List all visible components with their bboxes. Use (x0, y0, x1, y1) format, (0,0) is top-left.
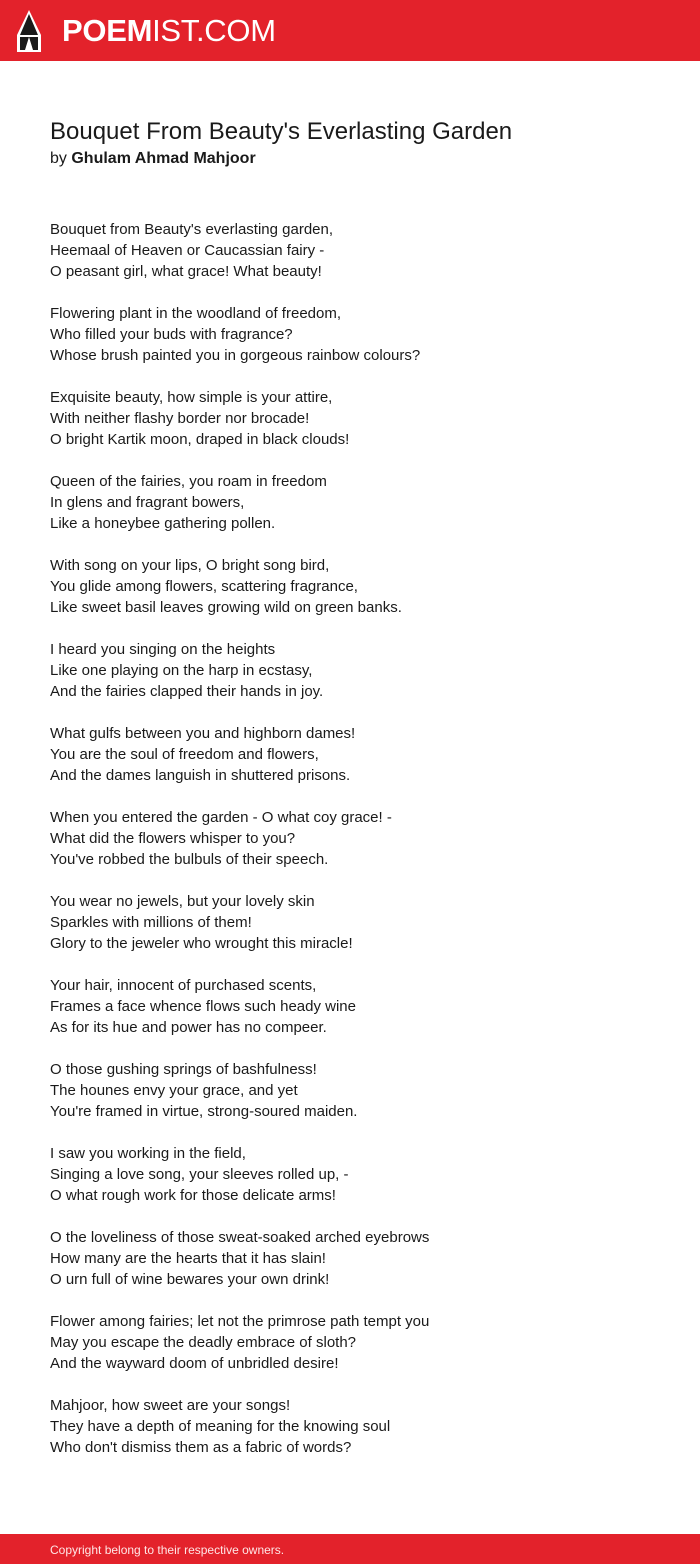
poem-line: Whose brush painted you in gorgeous rainbow colours? (50, 347, 421, 364)
poem-line: With song on your lips, O bright song bird, (50, 557, 330, 574)
poem-stanza (50, 1227, 670, 1290)
poem-line: I saw you working in the field, (50, 1145, 246, 1162)
poem-line: O those gushing springs of bashfulness! (50, 1061, 317, 1078)
poem-line: Exquisite beauty, how simple is your attire, (50, 389, 333, 406)
poem-line: What gulfs between you and highborn dames! (50, 725, 356, 742)
poem-stanza (50, 1395, 670, 1458)
poem-line: You're framed in virtue, strong-soured maiden. (50, 1103, 358, 1120)
poem-line: They have a depth of meaning for the knowing soul (50, 1418, 391, 1435)
poem-line: O what rough work for those delicate arms! (50, 1187, 336, 1204)
logo-light-text: IST.COM (152, 13, 276, 48)
poem-stanza (50, 1059, 670, 1122)
poem-line: O peasant girl, what grace! What beauty! (50, 263, 322, 280)
pencil-icon (16, 8, 42, 54)
poem-line: Frames a face whence flows such heady wine (50, 998, 356, 1015)
poem-line: I heard you singing on the heights (50, 641, 276, 658)
poem-line: Flower among fairies; let not the primrose path tempt you (50, 1313, 430, 1330)
poem-line: Glory to the jeweler who wrought this miracle! (50, 935, 353, 952)
poem-line: Queen of the fairies, you roam in freedom (50, 473, 327, 490)
poem-line: O urn full of wine bewares your own drink! (50, 1271, 330, 1288)
poem-line: And the wayward doom of unbridled desire! (50, 1355, 339, 1372)
poem-line: May you escape the deadly embrace of sloth? (50, 1334, 357, 1351)
poem-stanza (50, 555, 670, 618)
poem-line: In glens and fragrant bowers, (50, 494, 245, 511)
poem-stanza (50, 723, 670, 786)
poem-stanza (50, 219, 670, 282)
poem-line: With neither flashy border nor brocade! (50, 410, 310, 427)
poem-line: How many are the hearts that it has slain! (50, 1250, 326, 1267)
poem-stanza (50, 639, 670, 702)
poem-line: Like sweet basil leaves growing wild on green banks. (50, 599, 402, 616)
poem-body (50, 219, 670, 1479)
poem-line: Flowering plant in the woodland of freedom, (50, 305, 342, 322)
poem-line: Who don't dismiss them as a fabric of words? (50, 1439, 352, 1456)
poem-stanza (50, 1143, 670, 1206)
poem-line: O bright Kartik moon, draped in black clouds! (50, 431, 350, 448)
site-footer (0, 1534, 700, 1564)
poem-line: And the fairies clapped their hands in joy. (50, 683, 324, 700)
poem-line: When you entered the garden - O what coy grace! - (50, 809, 392, 826)
by-label: by (50, 150, 67, 167)
poem-stanza (50, 807, 670, 870)
poem-line: What did the flowers whisper to you? (50, 830, 296, 847)
site-logo-text (62, 8, 276, 54)
logo-bold-text: POEM (62, 13, 153, 48)
poem-line: Your hair, innocent of purchased scents, (50, 977, 317, 994)
poem-stanza (50, 387, 670, 450)
poem-line: Heemaal of Heaven or Caucassian fairy - (50, 242, 325, 259)
poem-stanza (50, 303, 670, 366)
author-link[interactable]: Ghulam Ahmad Mahjoor (71, 150, 256, 167)
poem-stanza (50, 891, 670, 954)
poem-line: Who filled your buds with fragrance? (50, 326, 293, 343)
poem-line: The hounes envy your grace, and yet (50, 1082, 298, 1099)
poem-line: Sparkles with millions of them! (50, 914, 252, 931)
poem-title: Bouquet From Beauty's Everlasting Garden (50, 118, 513, 145)
poem-line: You glide among flowers, scattering fragrance, (50, 578, 358, 595)
poem-line: Like a honeybee gathering pollen. (50, 515, 276, 532)
poem-line: You wear no jewels, but your lovely skin (50, 893, 315, 910)
site-logo-link[interactable] (16, 8, 276, 54)
poem-line: And the dames languish in shuttered prisons. (50, 767, 351, 784)
poem-stanza (50, 975, 670, 1038)
poem-line: O the loveliness of those sweat-soaked arched eyebrows (50, 1229, 430, 1246)
poem-line: As for its hue and power has no compeer. (50, 1019, 327, 1036)
poem-line: Like one playing on the harp in ecstasy, (50, 662, 313, 679)
copyright-text: Copyright belong to their respective owners. (50, 1543, 285, 1557)
poem-line: You've robbed the bulbuls of their speech. (50, 851, 329, 868)
poem-stanza (50, 471, 670, 534)
site-header (0, 0, 700, 61)
poem-line: Bouquet from Beauty's everlasting garden, (50, 221, 334, 238)
poem-line: You are the soul of freedom and flowers, (50, 746, 319, 763)
poem-stanza (50, 1311, 670, 1374)
poem-line: Singing a love song, your sleeves rolled up, - (50, 1166, 349, 1183)
poem-line: Mahjoor, how sweet are your songs! (50, 1397, 291, 1414)
poem-byline (50, 148, 256, 170)
